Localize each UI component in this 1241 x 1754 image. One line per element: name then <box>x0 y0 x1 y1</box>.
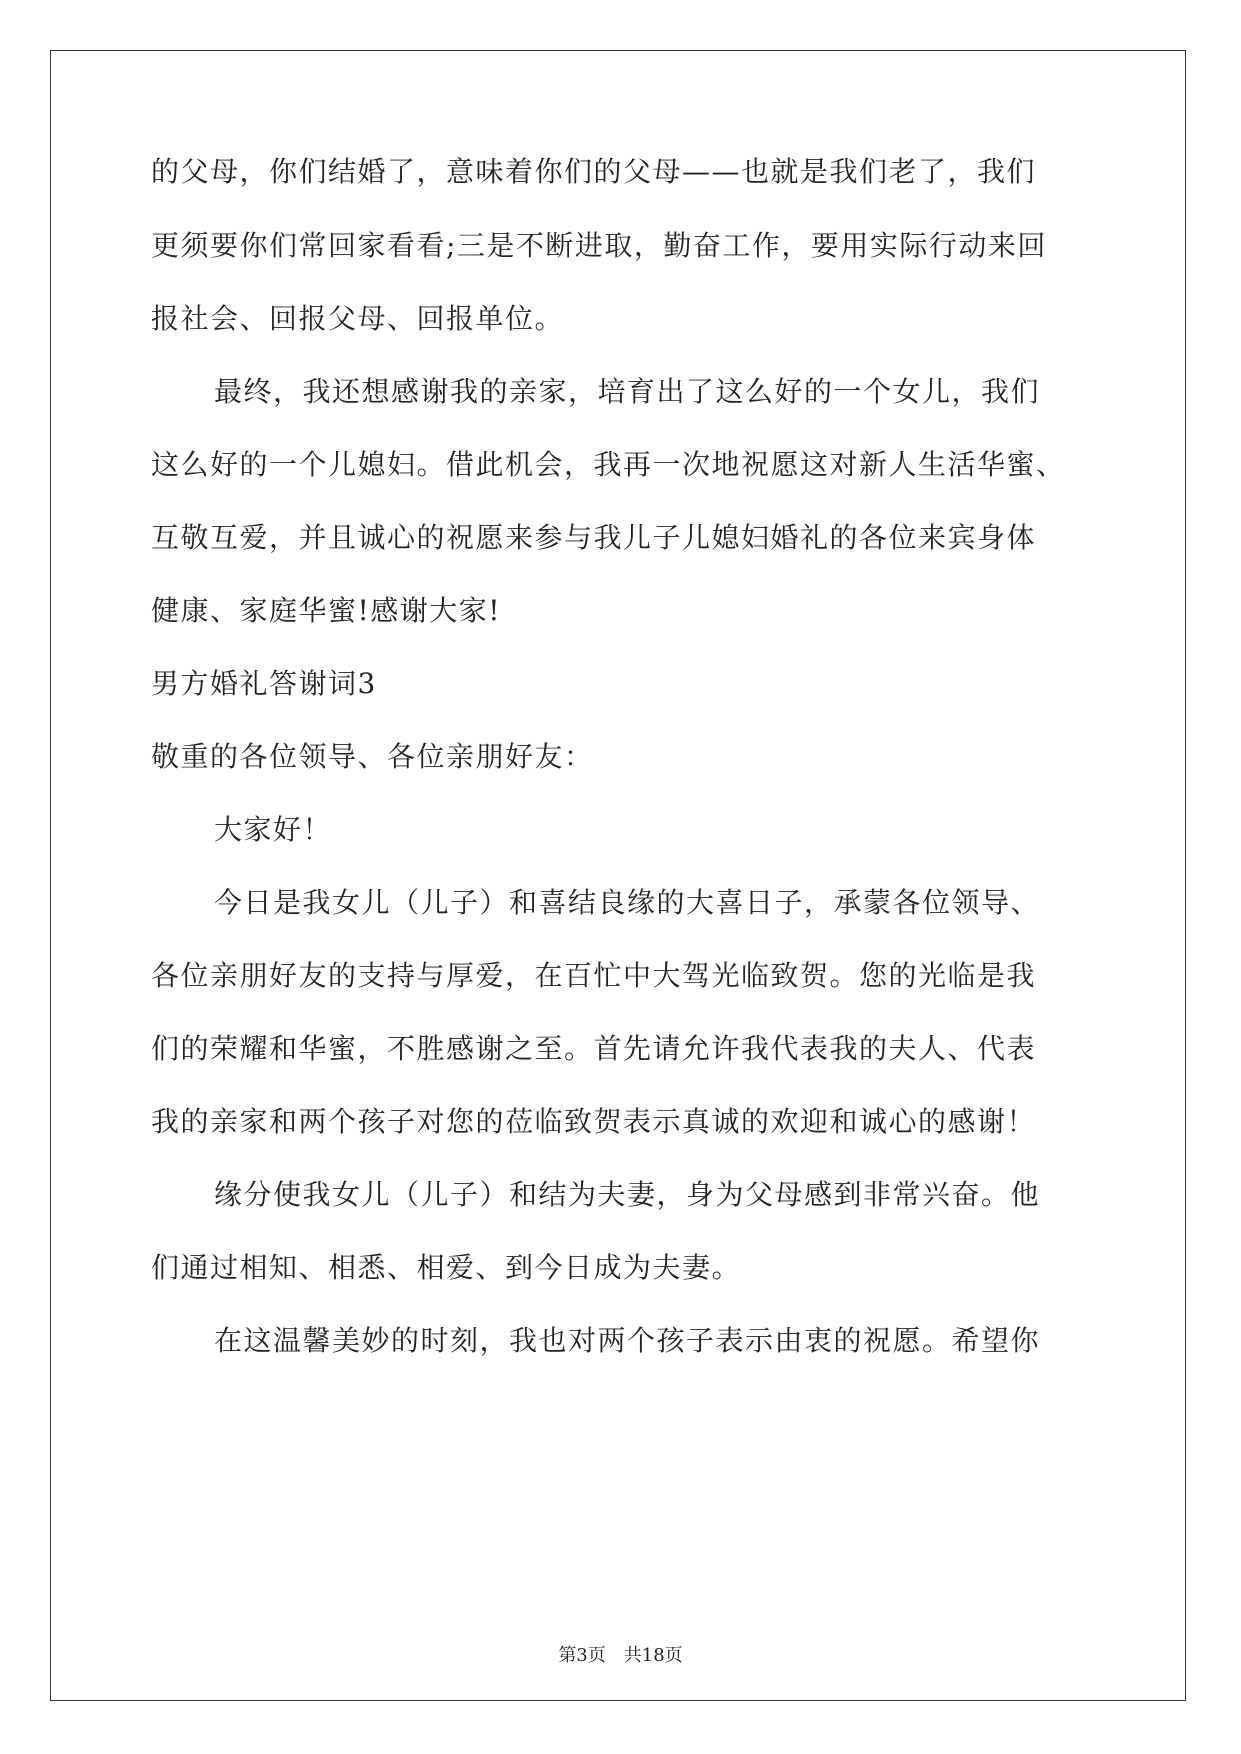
text-line: 今日是我女儿（儿子）和喜结良缘的大喜日子，承蒙各位领导、 <box>214 886 1041 919</box>
text-line: 们的荣耀和华蜜，不胜感谢之至。首先请允许我代表我的夫人、代表 <box>151 1032 1037 1065</box>
text-line: 更须要你们常回家看看;三是不断进取，勤奋工作，要用实际行动来回 <box>151 229 1047 262</box>
text-line: 健康、家庭华蜜!感谢大家! <box>151 594 502 627</box>
page-total: 共18页 <box>623 1645 683 1666</box>
text-line: 这么好的一个儿媳妇。借此机会，我再一次地祝愿这对新人生活华蜜、 <box>151 448 1066 481</box>
text-line: 互敬互爱，并且诚心的祝愿来参与我儿子儿媳妇婚礼的各位来宾身体 <box>151 521 1037 554</box>
page-current: 第3页 <box>558 1645 606 1666</box>
text-line: 缘分使我女儿（儿子）和结为夫妻，身为父母感到非常兴奋。他 <box>214 1178 1041 1211</box>
text-line: 报社会、回报父母、回报单位。 <box>151 302 565 335</box>
text-line: 的父母，你们结婚了，意味着你们的父母——也就是我们老了，我们 <box>151 155 1037 188</box>
section-heading: 男方婚礼答谢词3 <box>151 667 377 700</box>
text-line: 各位亲朋好友的支持与厚爱，在百忙中大驾光临致贺。您的光临是我 <box>151 959 1037 992</box>
text-line: 在这温馨美妙的时刻，我也对两个孩子表示由衷的祝愿。希望你 <box>214 1324 1041 1357</box>
page-border <box>50 50 1186 1701</box>
text-line: 最终，我还想感谢我的亲家，培育出了这么好的一个女儿，我们 <box>214 375 1041 408</box>
page-footer <box>0 1644 1241 1668</box>
greeting: 大家好！ <box>214 813 333 846</box>
salutation: 敬重的各位领导、各位亲朋好友： <box>151 740 594 773</box>
text-line: 我的亲家和两个孩子对您的莅临致贺表示真诚的欢迎和诚心的感谢！ <box>151 1105 1037 1138</box>
text-line: 们通过相知、相悉、相爱、到今日成为夫妻。 <box>151 1251 742 1284</box>
